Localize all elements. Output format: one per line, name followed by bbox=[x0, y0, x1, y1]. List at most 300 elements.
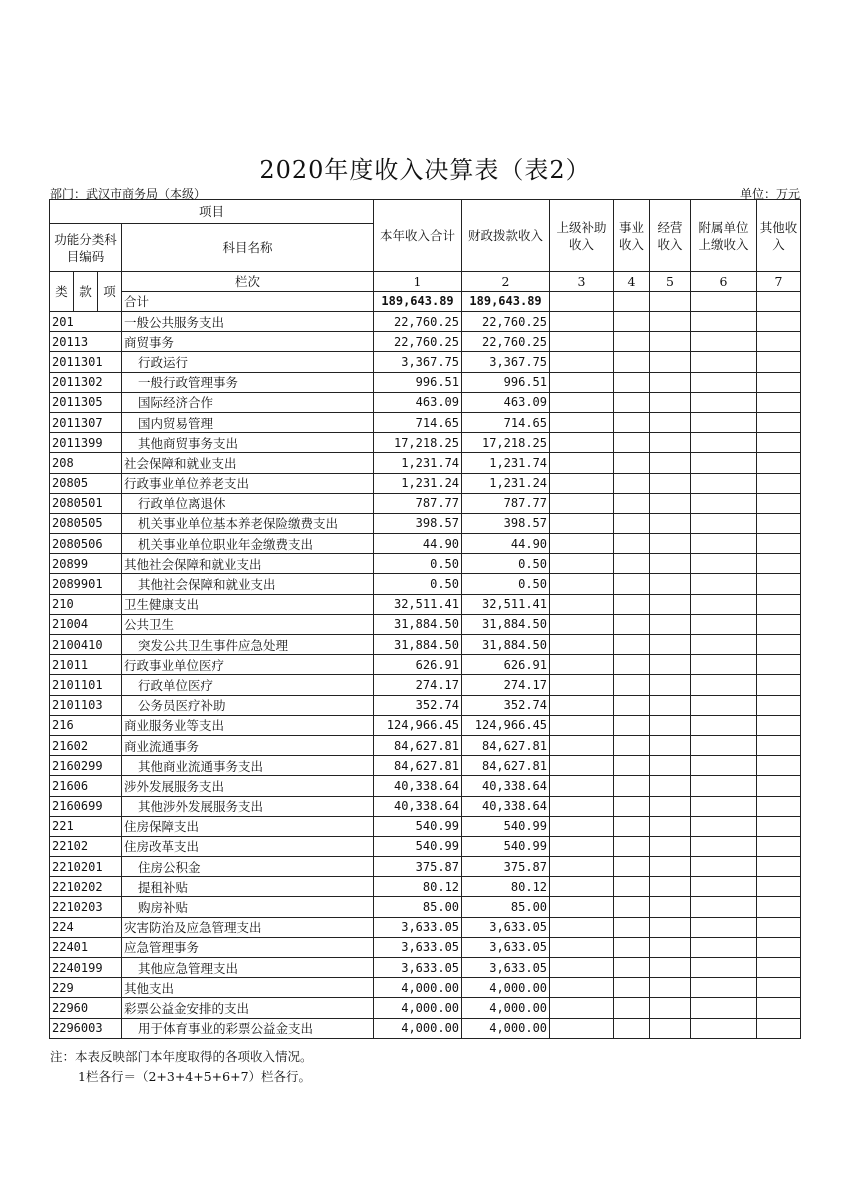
table-row bbox=[50, 412, 801, 432]
row-affiliate bbox=[691, 412, 757, 432]
row-other bbox=[757, 877, 801, 897]
table-row bbox=[50, 473, 801, 493]
row-superior bbox=[550, 635, 614, 655]
row-fiscal: 714.65 bbox=[462, 412, 550, 432]
row-superior bbox=[550, 978, 614, 998]
row-name: 行政事业单位养老支出 bbox=[122, 473, 374, 493]
row-business bbox=[614, 554, 650, 574]
row-fiscal: 32,511.41 bbox=[462, 594, 550, 614]
row-business bbox=[614, 392, 650, 412]
row-business bbox=[614, 513, 650, 533]
col-index-4: 4 bbox=[614, 272, 650, 292]
row-code: 221 bbox=[50, 816, 122, 836]
row-fiscal: 124,966.45 bbox=[462, 715, 550, 735]
row-superior bbox=[550, 675, 614, 695]
row-operating bbox=[650, 1018, 691, 1038]
row-total: 31,884.50 bbox=[374, 614, 462, 634]
col-index-5: 5 bbox=[650, 272, 691, 292]
row-business bbox=[614, 1018, 650, 1038]
row-operating bbox=[650, 776, 691, 796]
col-index-6: 6 bbox=[691, 272, 757, 292]
table-row bbox=[50, 352, 801, 372]
row-business bbox=[614, 594, 650, 614]
row-business bbox=[614, 857, 650, 877]
table-row bbox=[50, 433, 801, 453]
row-business bbox=[614, 756, 650, 776]
row-code: 20899 bbox=[50, 554, 122, 574]
table-row bbox=[50, 635, 801, 655]
row-code: 2100410 bbox=[50, 635, 122, 655]
row-business bbox=[614, 715, 650, 735]
row-operating bbox=[650, 877, 691, 897]
row-name: 其他涉外发展服务支出 bbox=[122, 796, 374, 816]
row-fiscal: 4,000.00 bbox=[462, 978, 550, 998]
row-total: 0.50 bbox=[374, 574, 462, 594]
row-business bbox=[614, 978, 650, 998]
row-fiscal: 31,884.50 bbox=[462, 614, 550, 634]
row-business bbox=[614, 998, 650, 1018]
row-operating bbox=[650, 574, 691, 594]
row-other bbox=[757, 312, 801, 332]
row-operating bbox=[650, 756, 691, 776]
row-code: 2160299 bbox=[50, 756, 122, 776]
row-affiliate bbox=[691, 857, 757, 877]
row-code: 224 bbox=[50, 917, 122, 937]
row-total: 85.00 bbox=[374, 897, 462, 917]
row-name: 公共卫生 bbox=[122, 614, 374, 634]
row-business bbox=[614, 937, 650, 957]
row-name: 社会保障和就业支出 bbox=[122, 453, 374, 473]
row-code: 20113 bbox=[50, 332, 122, 352]
row-name: 卫生健康支出 bbox=[122, 594, 374, 614]
row-affiliate bbox=[691, 917, 757, 937]
table-row bbox=[50, 998, 801, 1018]
table-row bbox=[50, 836, 801, 856]
table-row bbox=[50, 655, 801, 675]
row-other bbox=[757, 978, 801, 998]
row-superior bbox=[550, 594, 614, 614]
row-business bbox=[614, 412, 650, 432]
row-total: 124,966.45 bbox=[374, 715, 462, 735]
row-other bbox=[757, 392, 801, 412]
row-code: 2089901 bbox=[50, 574, 122, 594]
row-total: 22,760.25 bbox=[374, 332, 462, 352]
row-business bbox=[614, 675, 650, 695]
row-operating bbox=[650, 998, 691, 1018]
row-total: 32,511.41 bbox=[374, 594, 462, 614]
row-name: 其他社会保障和就业支出 bbox=[122, 554, 374, 574]
row-fiscal: 0.50 bbox=[462, 554, 550, 574]
row-superior bbox=[550, 412, 614, 432]
row-affiliate bbox=[691, 312, 757, 332]
row-other bbox=[757, 695, 801, 715]
row-business bbox=[614, 917, 650, 937]
row-code: 2210203 bbox=[50, 897, 122, 917]
row-name: 应急管理事务 bbox=[122, 937, 374, 957]
row-superior bbox=[550, 695, 614, 715]
row-affiliate bbox=[691, 372, 757, 392]
row-total: 352.74 bbox=[374, 695, 462, 715]
table-row bbox=[50, 372, 801, 392]
row-total: 40,338.64 bbox=[374, 776, 462, 796]
summary-fiscal: 189,643.89 bbox=[462, 292, 550, 312]
row-total: 4,000.00 bbox=[374, 998, 462, 1018]
row-total: 4,000.00 bbox=[374, 1018, 462, 1038]
row-fiscal: 31,884.50 bbox=[462, 635, 550, 655]
row-operating bbox=[650, 594, 691, 614]
row-business bbox=[614, 493, 650, 513]
row-fiscal: 22,760.25 bbox=[462, 312, 550, 332]
row-superior bbox=[550, 776, 614, 796]
row-name: 一般行政管理事务 bbox=[122, 372, 374, 392]
row-business bbox=[614, 655, 650, 675]
header-operating: 经营收入 bbox=[650, 200, 691, 272]
row-fiscal: 3,633.05 bbox=[462, 937, 550, 957]
row-name: 一般公共服务支出 bbox=[122, 312, 374, 332]
row-other bbox=[757, 352, 801, 372]
row-other bbox=[757, 897, 801, 917]
row-superior bbox=[550, 655, 614, 675]
row-affiliate bbox=[691, 816, 757, 836]
header-func-code: 功能分类科目编码 bbox=[50, 224, 122, 272]
row-name: 其他商业流通事务支出 bbox=[122, 756, 374, 776]
table-row bbox=[50, 493, 801, 513]
row-business bbox=[614, 433, 650, 453]
row-business bbox=[614, 614, 650, 634]
row-other bbox=[757, 493, 801, 513]
row-other bbox=[757, 594, 801, 614]
row-code: 2011302 bbox=[50, 372, 122, 392]
row-other bbox=[757, 836, 801, 856]
row-business bbox=[614, 372, 650, 392]
row-affiliate bbox=[691, 635, 757, 655]
row-operating bbox=[650, 352, 691, 372]
header-project: 项目 bbox=[50, 200, 374, 224]
row-code: 2080505 bbox=[50, 513, 122, 533]
row-business bbox=[614, 816, 650, 836]
row-total: 84,627.81 bbox=[374, 735, 462, 755]
row-superior bbox=[550, 574, 614, 594]
table-row bbox=[50, 715, 801, 735]
table-row bbox=[50, 776, 801, 796]
row-operating bbox=[650, 937, 691, 957]
row-total: 996.51 bbox=[374, 372, 462, 392]
row-total: 31,884.50 bbox=[374, 635, 462, 655]
row-total: 714.65 bbox=[374, 412, 462, 432]
col-index-3: 3 bbox=[550, 272, 614, 292]
row-operating bbox=[650, 735, 691, 755]
row-code: 2210202 bbox=[50, 877, 122, 897]
header-other: 其他收入 bbox=[757, 200, 801, 272]
row-operating bbox=[650, 897, 691, 917]
row-total: 1,231.24 bbox=[374, 473, 462, 493]
row-affiliate bbox=[691, 937, 757, 957]
row-other bbox=[757, 1018, 801, 1038]
table-row bbox=[50, 857, 801, 877]
row-superior bbox=[550, 715, 614, 735]
row-superior bbox=[550, 453, 614, 473]
row-fiscal: 626.91 bbox=[462, 655, 550, 675]
row-fiscal: 274.17 bbox=[462, 675, 550, 695]
row-code: 21004 bbox=[50, 614, 122, 634]
row-code: 201 bbox=[50, 312, 122, 332]
row-superior bbox=[550, 332, 614, 352]
row-superior bbox=[550, 917, 614, 937]
row-business bbox=[614, 473, 650, 493]
row-affiliate bbox=[691, 796, 757, 816]
row-affiliate bbox=[691, 453, 757, 473]
row-superior bbox=[550, 554, 614, 574]
row-superior bbox=[550, 857, 614, 877]
row-code: 2011307 bbox=[50, 412, 122, 432]
header-lei: 类 bbox=[50, 272, 74, 312]
row-superior bbox=[550, 958, 614, 978]
row-name: 机关事业单位职业年金缴费支出 bbox=[122, 534, 374, 554]
row-fiscal: 85.00 bbox=[462, 897, 550, 917]
row-fiscal: 22,760.25 bbox=[462, 332, 550, 352]
row-name: 其他社会保障和就业支出 bbox=[122, 574, 374, 594]
row-superior bbox=[550, 534, 614, 554]
row-total: 787.77 bbox=[374, 493, 462, 513]
table-row bbox=[50, 978, 801, 998]
row-code: 21011 bbox=[50, 655, 122, 675]
table-row bbox=[50, 735, 801, 755]
row-affiliate bbox=[691, 897, 757, 917]
row-affiliate bbox=[691, 756, 757, 776]
row-superior bbox=[550, 756, 614, 776]
row-code: 20805 bbox=[50, 473, 122, 493]
row-total: 1,231.74 bbox=[374, 453, 462, 473]
row-affiliate bbox=[691, 655, 757, 675]
row-total: 0.50 bbox=[374, 554, 462, 574]
row-operating bbox=[650, 312, 691, 332]
row-operating bbox=[650, 332, 691, 352]
row-affiliate bbox=[691, 998, 757, 1018]
row-code: 2240199 bbox=[50, 958, 122, 978]
row-name: 公务员医疗补助 bbox=[122, 695, 374, 715]
table-row bbox=[50, 917, 801, 937]
row-total: 540.99 bbox=[374, 816, 462, 836]
row-other bbox=[757, 937, 801, 957]
row-operating bbox=[650, 412, 691, 432]
row-operating bbox=[650, 513, 691, 533]
row-other bbox=[757, 857, 801, 877]
row-other bbox=[757, 453, 801, 473]
row-superior bbox=[550, 614, 614, 634]
row-code: 21602 bbox=[50, 735, 122, 755]
row-operating bbox=[650, 857, 691, 877]
row-code: 208 bbox=[50, 453, 122, 473]
row-code: 2011399 bbox=[50, 433, 122, 453]
row-other bbox=[757, 534, 801, 554]
row-other bbox=[757, 574, 801, 594]
row-superior bbox=[550, 513, 614, 533]
table-row bbox=[50, 1018, 801, 1038]
row-fiscal: 3,633.05 bbox=[462, 958, 550, 978]
row-superior bbox=[550, 796, 614, 816]
row-affiliate bbox=[691, 332, 757, 352]
row-fiscal: 0.50 bbox=[462, 574, 550, 594]
row-code: 2160699 bbox=[50, 796, 122, 816]
row-name: 用于体育事业的彩票公益金支出 bbox=[122, 1018, 374, 1038]
row-code: 2080501 bbox=[50, 493, 122, 513]
row-name: 其他应急管理支出 bbox=[122, 958, 374, 978]
row-operating bbox=[650, 433, 691, 453]
row-name: 住房保障支出 bbox=[122, 816, 374, 836]
row-code: 22960 bbox=[50, 998, 122, 1018]
col-index-2: 2 bbox=[462, 272, 550, 292]
row-total: 40,338.64 bbox=[374, 796, 462, 816]
row-code: 21606 bbox=[50, 776, 122, 796]
row-affiliate bbox=[691, 695, 757, 715]
row-total: 17,218.25 bbox=[374, 433, 462, 453]
row-operating bbox=[650, 695, 691, 715]
row-affiliate bbox=[691, 978, 757, 998]
row-other bbox=[757, 675, 801, 695]
row-total: 3,633.05 bbox=[374, 958, 462, 978]
row-fiscal: 996.51 bbox=[462, 372, 550, 392]
row-name: 彩票公益金安排的支出 bbox=[122, 998, 374, 1018]
row-other bbox=[757, 655, 801, 675]
department-label: 部门：武汉市商务局（本级） bbox=[50, 187, 207, 201]
row-total: 398.57 bbox=[374, 513, 462, 533]
col-index-1: 1 bbox=[374, 272, 462, 292]
header-superior: 上级补助收入 bbox=[550, 200, 614, 272]
row-total: 3,633.05 bbox=[374, 937, 462, 957]
row-superior bbox=[550, 473, 614, 493]
row-other bbox=[757, 412, 801, 432]
row-total: 44.90 bbox=[374, 534, 462, 554]
row-affiliate bbox=[691, 776, 757, 796]
row-other bbox=[757, 635, 801, 655]
table-row bbox=[50, 897, 801, 917]
row-operating bbox=[650, 635, 691, 655]
income-table bbox=[49, 199, 801, 1039]
row-superior bbox=[550, 897, 614, 917]
row-operating bbox=[650, 453, 691, 473]
header-total: 本年收入合计 bbox=[374, 200, 462, 272]
row-other bbox=[757, 735, 801, 755]
table-row bbox=[50, 513, 801, 533]
row-operating bbox=[650, 534, 691, 554]
row-fiscal: 17,218.25 bbox=[462, 433, 550, 453]
row-affiliate bbox=[691, 735, 757, 755]
row-superior bbox=[550, 312, 614, 332]
row-affiliate bbox=[691, 614, 757, 634]
unit-label: 单位：万元 bbox=[739, 187, 800, 201]
row-name: 住房公积金 bbox=[122, 857, 374, 877]
row-fiscal: 40,338.64 bbox=[462, 776, 550, 796]
row-other bbox=[757, 998, 801, 1018]
row-business bbox=[614, 352, 650, 372]
footnotes bbox=[50, 1047, 313, 1087]
row-name: 提租补贴 bbox=[122, 877, 374, 897]
header-fiscal: 财政拨款收入 bbox=[462, 200, 550, 272]
row-total: 84,627.81 bbox=[374, 756, 462, 776]
page-title: 2020年度收入决算表（表2） bbox=[259, 156, 591, 184]
row-superior bbox=[550, 493, 614, 513]
row-business bbox=[614, 796, 650, 816]
table-row bbox=[50, 937, 801, 957]
row-operating bbox=[650, 816, 691, 836]
row-superior bbox=[550, 1018, 614, 1038]
row-other bbox=[757, 917, 801, 937]
summary-label: 合计 bbox=[122, 292, 374, 312]
row-name: 突发公共卫生事件应急处理 bbox=[122, 635, 374, 655]
row-affiliate bbox=[691, 534, 757, 554]
row-superior bbox=[550, 998, 614, 1018]
row-other bbox=[757, 756, 801, 776]
row-fiscal: 787.77 bbox=[462, 493, 550, 513]
row-business bbox=[614, 453, 650, 473]
row-affiliate bbox=[691, 574, 757, 594]
row-name: 住房改革支出 bbox=[122, 836, 374, 856]
header-affiliate: 附属单位上缴收入 bbox=[691, 200, 757, 272]
row-affiliate bbox=[691, 675, 757, 695]
row-name: 灾害防治及应急管理支出 bbox=[122, 917, 374, 937]
col-index-7: 7 bbox=[757, 272, 801, 292]
row-affiliate bbox=[691, 473, 757, 493]
row-affiliate bbox=[691, 877, 757, 897]
row-fiscal: 1,231.24 bbox=[462, 473, 550, 493]
row-fiscal: 4,000.00 bbox=[462, 998, 550, 1018]
table-row bbox=[50, 695, 801, 715]
row-superior bbox=[550, 877, 614, 897]
summary-total: 189,643.89 bbox=[374, 292, 462, 312]
row-fiscal: 463.09 bbox=[462, 392, 550, 412]
row-code: 2011301 bbox=[50, 352, 122, 372]
row-operating bbox=[650, 715, 691, 735]
row-operating bbox=[650, 836, 691, 856]
row-other bbox=[757, 816, 801, 836]
row-name: 商业服务业等支出 bbox=[122, 715, 374, 735]
row-business bbox=[614, 312, 650, 332]
row-fiscal: 540.99 bbox=[462, 816, 550, 836]
row-code: 22102 bbox=[50, 836, 122, 856]
row-fiscal: 1,231.74 bbox=[462, 453, 550, 473]
row-code: 210 bbox=[50, 594, 122, 614]
row-name: 其他支出 bbox=[122, 978, 374, 998]
row-affiliate bbox=[691, 554, 757, 574]
table-row bbox=[50, 614, 801, 634]
row-superior bbox=[550, 372, 614, 392]
note-line-1: 注：本表反映部门本年度取得的各项收入情况。 bbox=[50, 1049, 313, 1064]
row-other bbox=[757, 513, 801, 533]
row-fiscal: 352.74 bbox=[462, 695, 550, 715]
row-affiliate bbox=[691, 1018, 757, 1038]
row-operating bbox=[650, 796, 691, 816]
table-row bbox=[50, 796, 801, 816]
row-affiliate bbox=[691, 392, 757, 412]
row-name: 行政事业单位医疗 bbox=[122, 655, 374, 675]
row-fiscal: 375.87 bbox=[462, 857, 550, 877]
row-name: 涉外发展服务支出 bbox=[122, 776, 374, 796]
table-row bbox=[50, 332, 801, 352]
row-total: 22,760.25 bbox=[374, 312, 462, 332]
row-superior bbox=[550, 392, 614, 412]
header-lanci: 栏次 bbox=[122, 272, 374, 292]
row-business bbox=[614, 897, 650, 917]
row-affiliate bbox=[691, 958, 757, 978]
row-operating bbox=[650, 958, 691, 978]
row-fiscal: 3,633.05 bbox=[462, 917, 550, 937]
row-operating bbox=[650, 978, 691, 998]
row-total: 540.99 bbox=[374, 836, 462, 856]
row-fiscal: 398.57 bbox=[462, 513, 550, 533]
row-code: 2101103 bbox=[50, 695, 122, 715]
row-other bbox=[757, 715, 801, 735]
row-other bbox=[757, 614, 801, 634]
